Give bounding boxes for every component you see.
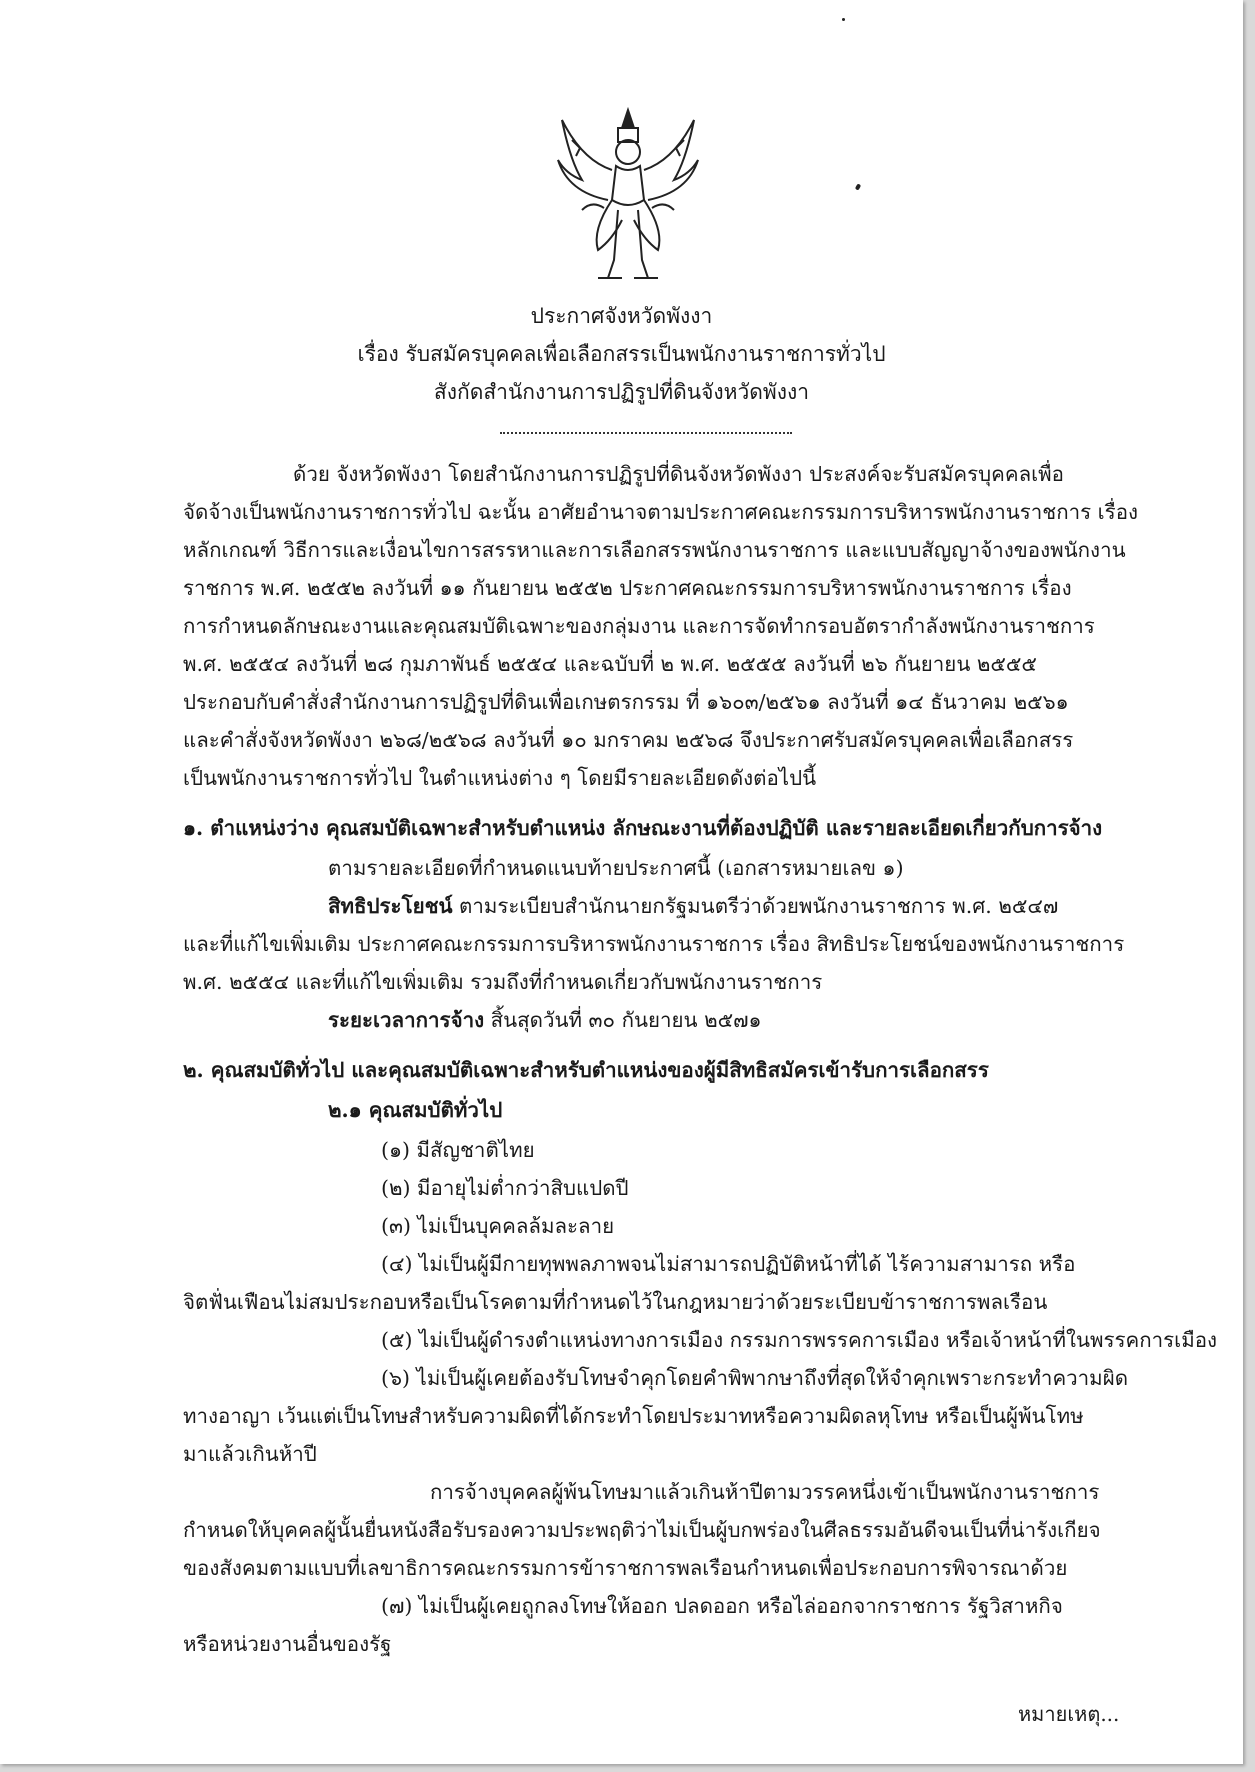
qualification-item: (๖) ไม่เป็นผู้เคยต้องรับโทษจำคุกโดยคำพิพากษาถึงที่สุดให้จำคุกเพราะกระทำความผิด	[381, 1366, 1129, 1390]
benefit-text: ตามระเบียบสำนักนายกรัฐมนตรีว่าด้วยพนักงานราชการ พ.ศ. ๒๕๔๗	[452, 894, 1059, 918]
intro-line: และคำสั่งจังหวัดพังงา ๒๖๘/๒๕๖๘ ลงวันที่ ๑๐ มกราคม ๒๕๖๘ จึงประกาศรับสมัครบุคคลเพื่อเลือกสรร	[183, 728, 1074, 752]
intro-line: จัดจ้างเป็นพนักงานราชการทั่วไป ฉะนั้น อาศัยอำนาจตามประกาศคณะกรรมการบริหารพนักงานราชการ เรื่อง	[183, 500, 1139, 524]
dotted-divider	[500, 432, 792, 434]
qualification-item: ของสังคมตามแบบที่เลขาธิการคณะกรรมการข้าราชการพลเรือนกำหนดเพื่อประกอบการพิจารณาด้วย	[183, 1556, 1068, 1580]
qualification-item: (๗) ไม่เป็นผู้เคยถูกลงโทษให้ออก ปลดออก หรือไล่ออกจากราชการ รัฐวิสาหกิจ	[381, 1594, 1063, 1618]
section2-heading: ๒. คุณสมบัติทั่วไป และคุณสมบัติเฉพาะสำหรับตำแหน่งของผู้มีสิทธิสมัครเข้ารับการเลือกสรร	[183, 1058, 989, 1082]
benefit-label: สิทธิประโยชน์	[328, 894, 453, 918]
intro-line: ประกอบกับคำสั่งสำนักงานการปฏิรูปที่ดินเพื่อเกษตรกรรม ที่ ๑๖๐๓/๒๕๖๑ ลงวันที่ ๑๔ ธันวาคม ๒๕๖๑	[183, 690, 1069, 714]
qualification-item: มาแล้วเกินห้าปี	[183, 1442, 317, 1466]
qualification-item: กำหนดให้บุคคลผู้นั้นยื่นหนังสือรับรองความประพฤติว่าไม่เป็นผู้บกพร่องในศีลธรรมอันดีจนเป็นที่น่ารังเกียจ	[183, 1518, 1101, 1542]
qualification-item: (๑) มีสัญชาติไทย	[381, 1138, 535, 1162]
qualification-item: (๔) ไม่เป็นผู้มีกายทุพพลภาพจนไม่สามารถปฏิบัติหน้าที่ได้ ไร้ความสามารถ หรือ	[381, 1252, 1076, 1276]
benefit-line: และที่แก้ไขเพิ่มเติม ประกาศคณะกรรมการบริหารพนักงานราชการ เรื่อง สิทธิประโยชน์ของพนักงานราชการ	[183, 932, 1125, 956]
announcement-affiliation: สังกัดสำนักงานการปฏิรูปที่ดินจังหวัดพังงา	[433, 380, 810, 404]
section1-heading: ๑. ตำแหน่งว่าง คุณสมบัติเฉพาะสำหรับตำแหน่ง ลักษณะงานที่ต้องปฏิบัติ และรายละเอียดเกี่ยวกับการจ้าง	[183, 816, 1103, 840]
intro-line: ราชการ พ.ศ. ๒๕๕๒ ลงวันที่ ๑๑ กันยายน ๒๕๕๒ ประกาศคณะกรรมการบริหารพนักงานราชการ เรื่อง	[183, 576, 1072, 600]
employment-period	[328, 1008, 762, 1032]
benefit-line	[328, 894, 1058, 918]
section2-subheading: ๒.๑ คุณสมบัติทั่วไป	[328, 1098, 503, 1122]
qualification-item: (๓) ไม่เป็นบุคคลล้มละลาย	[381, 1214, 615, 1238]
intro-line: การกำหนดลักษณะงานและคุณสมบัติเฉพาะของกลุ่มงาน และการจัดทำกรอบอัตรากำลังพนักงานราชการ	[183, 614, 1095, 638]
intro-line: หลักเกณฑ์ วิธีการและเงื่อนไขการสรรหาและการเลือกสรรพนักงานราชการ และแบบสัญญาจ้างของพนักงาน	[183, 538, 1126, 562]
scan-speck	[842, 18, 845, 21]
period-value: สิ้นสุดวันที่ ๓๐ กันยายน ๒๕๗๑	[484, 1008, 762, 1032]
intro-line: ด้วย จังหวัดพังงา โดยสำนักงานการปฏิรูปที่ดินจังหวัดพังงา ประสงค์จะรับสมัครบุคคลเพื่อ	[293, 462, 1064, 486]
benefit-line: พ.ศ. ๒๕๕๔ และที่แก้ไขเพิ่มเติม รวมถึงที่กำหนดเกี่ยวกับพนักงานราชการ	[183, 970, 823, 994]
period-label: ระยะเวลาการจ้าง	[328, 1008, 485, 1032]
qualification-item: (๕) ไม่เป็นผู้ดำรงตำแหน่งทางการเมือง กรรมการพรรคการเมือง หรือเจ้าหน้าที่ในพรรคการเมือง	[381, 1328, 1218, 1352]
qualification-item: จิตฟั่นเฟือนไม่สมประกอบหรือเป็นโรคตามที่กำหนดไว้ในกฎหมายว่าด้วยระเบียบข้าราชการพลเรือน	[183, 1290, 1048, 1314]
announcement-subject: เรื่อง รับสมัครบุคคลเพื่อเลือกสรรเป็นพนักงานราชการทั่วไป	[357, 342, 886, 366]
qualification-item: การจ้างบุคคลผู้พ้นโทษมาแล้วเกินห้าปีตามวรรคหนึ่งเข้าเป็นพนักงานราชการ	[430, 1480, 1100, 1504]
continue-note: หมายเหตุ...	[1018, 1702, 1120, 1726]
intro-line: เป็นพนักงานราชการทั่วไป ในตำแหน่งต่าง ๆ โดยมีรายละเอียดดังต่อไปนี้	[183, 766, 817, 790]
intro-line: พ.ศ. ๒๕๕๔ ลงวันที่ ๒๘ กุมภาพันธ์ ๒๕๕๔ และฉบับที่ ๒ พ.ศ. ๒๕๕๕ ลงวันที่ ๒๖ กันยายน ๒๕๕๕	[183, 652, 1037, 676]
announcement-title: ประกาศจังหวัดพังงา	[530, 304, 713, 328]
garuda-emblem-icon	[552, 100, 704, 290]
qualification-item: หรือหน่วยงานอื่นของรัฐ	[183, 1632, 392, 1656]
scan-speck	[855, 183, 861, 190]
section1-detail: ตามรายละเอียดที่กำหนดแนบท้ายประกาศนี้ (เอกสารหมายเลข ๑)	[328, 856, 904, 880]
qualification-item: ทางอาญา เว้นแต่เป็นโทษสำหรับความผิดที่ได้กระทำโดยประมาทหรือความผิดลหุโทษ หรือเป็นผู้พ้นโทษ	[183, 1404, 1084, 1428]
qualification-item: (๒) มีอายุไม่ต่ำกว่าสิบแปดปี	[381, 1176, 629, 1200]
